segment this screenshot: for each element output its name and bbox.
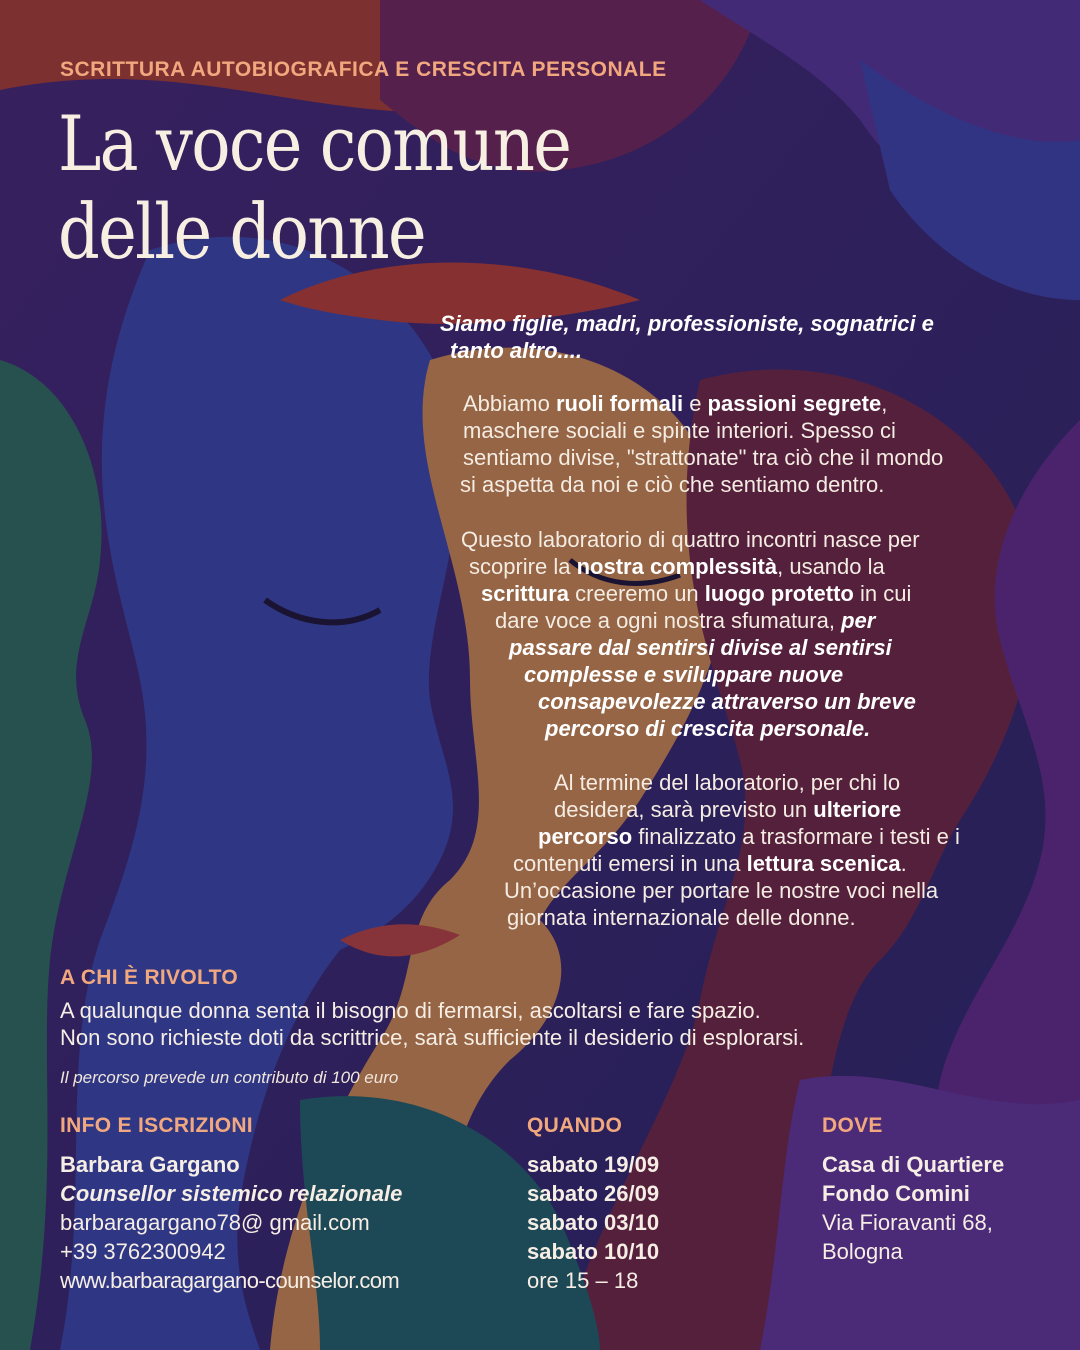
- p1-line-1: Abbiamo ruoli formali e passioni segrete,: [463, 391, 888, 416]
- title-line-1: La voce comune: [58, 99, 571, 188]
- date-item: sabato 19/09: [527, 1152, 660, 1177]
- info-heading: INFO E ISCRIZIONI: [60, 1114, 253, 1137]
- contact-name: Barbara Gargano: [60, 1152, 240, 1177]
- address-line-1: Via Fioravanti 68,: [822, 1210, 993, 1235]
- contact-role: Counsellor sistemico relazionale: [60, 1181, 403, 1206]
- audience-heading: A CHI È RIVOLTO: [60, 966, 238, 989]
- p2-line-6: complesse e sviluppare nuove: [524, 662, 844, 687]
- address-line-2: Bologna: [822, 1239, 903, 1264]
- p1-line-4: si aspetta da noi e ciò che sentiamo dentro.: [460, 472, 885, 497]
- dates-list: [527, 1150, 659, 1295]
- audience-line-2: Non sono richieste doti da scrittrice, sarà sufficiente il desiderio di esplorarsi.: [60, 1025, 805, 1050]
- venue-name-2: Fondo Comini: [822, 1181, 970, 1206]
- date-item: sabato 26/09: [527, 1181, 660, 1206]
- time-range: ore 15 – 18: [527, 1268, 639, 1293]
- p3-line-3: percorso finalizzato a trasformare i testi e i: [538, 824, 960, 849]
- venue-block: [822, 1150, 1004, 1266]
- when-heading: QUANDO: [527, 1114, 623, 1137]
- contribution-note: Il percorso prevede un contributo di 100 euro: [60, 1068, 399, 1087]
- info-block: [60, 1150, 402, 1295]
- p3-line-1: Al termine del laboratorio, per chi lo: [554, 770, 901, 795]
- p1-line-3: sentiamo divise, "strattonate" tra ciò che il mondo: [463, 445, 944, 470]
- p2-line-1: Questo laboratorio di quattro incontri nasce per: [461, 527, 920, 552]
- p2-line-8: percorso di crescita personale.: [545, 716, 871, 741]
- p3-line-4: contenuti emersi in una lettura scenica.: [513, 851, 907, 876]
- contact-phone[interactable]: +39 3762300942: [60, 1239, 226, 1264]
- where-heading: DOVE: [822, 1114, 883, 1137]
- p2-line-3: scrittura creeremo un luogo protetto in cui: [481, 581, 912, 606]
- intro-line-1: Siamo figlie, madri, professioniste, sognatrici e: [440, 311, 934, 336]
- audience-line-1: A qualunque donna senta il bisogno di fermarsi, ascoltarsi e fare spazio.: [60, 998, 761, 1023]
- p2-line-5: passare dal sentirsi divise al sentirsi: [509, 635, 892, 660]
- contact-email[interactable]: barbaragargano78@ gmail.com: [60, 1210, 370, 1235]
- title-line-2: delle donne: [58, 187, 425, 276]
- kicker-label: SCRITTURA AUTOBIOGRAFICA E CRESCITA PERSONALE: [60, 58, 667, 81]
- venue-name-1: Casa di Quartiere: [822, 1152, 1005, 1177]
- p2-line-7: consapevolezze attraverso un breve: [538, 689, 916, 714]
- intro-line-2: tanto altro....: [450, 338, 582, 363]
- p3-line-5: Un’occasione per portare le nostre voci nella: [504, 878, 939, 903]
- p3-line-2: desidera, sarà previsto un ulteriore: [554, 797, 902, 822]
- contact-website[interactable]: www.barbaragargano-counselor.com: [60, 1268, 400, 1293]
- p2-line-2: scoprire la nostra complessità, usando la: [469, 554, 885, 579]
- p3-line-6: giornata internazionale delle donne.: [507, 905, 856, 930]
- date-item: sabato 03/10: [527, 1210, 660, 1235]
- p1-line-2: maschere sociali e spinte interiori. Spesso ci: [463, 418, 896, 443]
- date-item: sabato 10/10: [527, 1239, 660, 1264]
- page-title: [58, 100, 570, 276]
- p2-line-4: dare voce a ogni nostra sfumatura, per: [495, 608, 876, 633]
